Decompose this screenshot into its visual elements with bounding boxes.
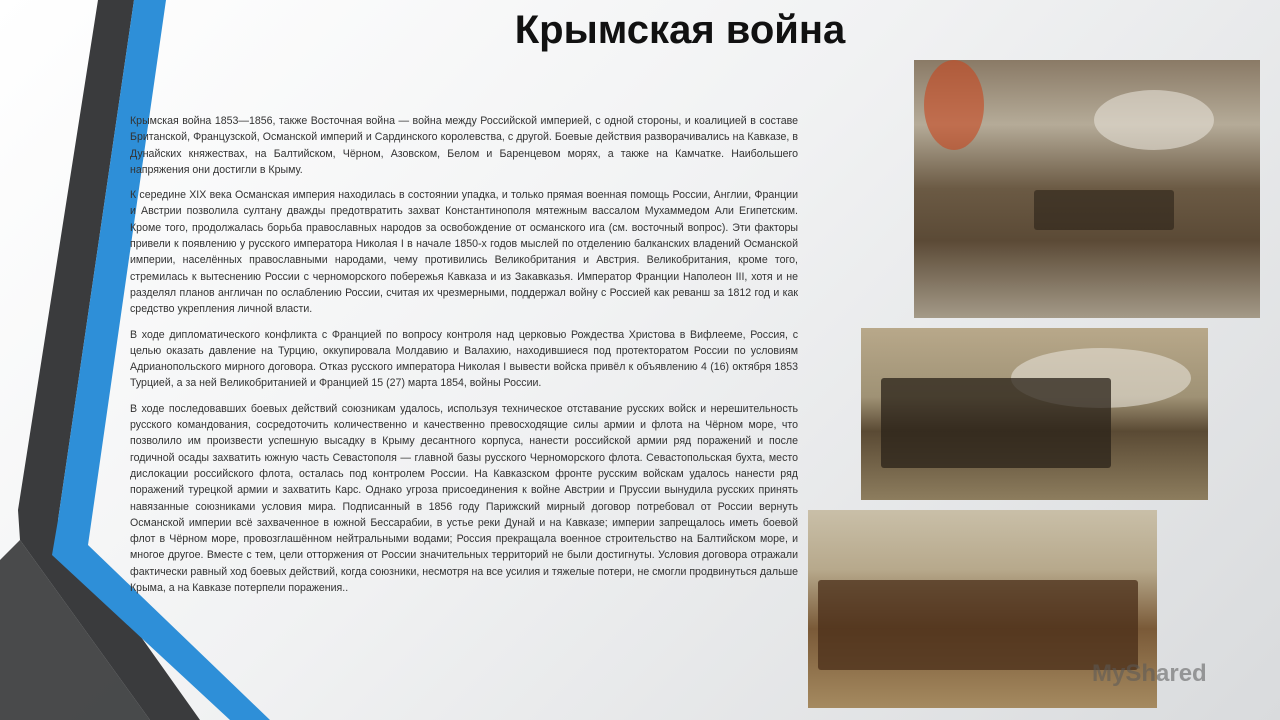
paragraph: К середине XIX века Османская империя находилась в состоянии упадка, и только прямая военная помощь России, Англии, Франции и Австрии позволила султану дважды предотвратить захват Константинополя мятежным вассалом Мухаммедом Али Египетским. Кроме того, продолжалась борьба православных народов за освобождение от османского ига (см. восточный вопрос). Эти факторы привели к появлению у русского императора Николая I в начале 1850-х годов мыслей по отделению балканских владений Османской империи, населённых православными народами, чему противились Великобритания и Австрия. Великобритания, кроме того, стремилась к вытеснению России с черноморского побережья Кавказа и из Закавказья. Император Франции Наполеон III, хотя и не разделял планов англичан по ослаблению России, считая их чрезмерными, поддержал войну с Россией как реванш за 1812 год и как средство укрепления личной власти. [130,189,798,316]
paragraph: В ходе дипломатического конфликта с Францией по вопросу контроля над церковью Рождества Христова в Вифлееме, Россия, с целью оказать давление на Турцию, оккупировала Молдавию и Валахию, находившиеся под протекторатом России по условиям Адрианопольского мирного договора. Отказ русского императора Николая I вывести войска привёл к объявлению 4 (16) октября 1853 Турцией, а за ней Великобританией и Францией 15 (27) марта 1854, войны России. [130,328,798,390]
paragraph: Крымская война 1853—1856, также Восточная война — война между Российской империей, с одной стороны, и коалицией в составе Британской, Французской, Османской империй и Сардинского королевства, с другой. Боевые действия разворачивались на Кавказе, в Дунайских княжествах, на Балтийском, Чёрном, Азовском, Белом и Баренцевом морях, а также на Камчатке. Наибольшего напряжения они достигли в Крыму. [130,115,798,176]
siege-painting-image [914,60,1260,318]
slide-title: Крымская война [514,8,846,52]
watermark-logo: MyShared [1092,660,1207,687]
slide-body-text [130,113,798,605]
infantry-line-painting-image [861,328,1208,500]
paragraph: В ходе последовавших боевых действий союзникам удалось, используя техническое отставание русских войск и нерешительность русского командования, сосредоточить количественно и качественно превосходящие силы армии и флота на Чёрном море, что позволило им произвести успешную высадку в Крыму десантного корпуса, нанести российской армии ряд поражений и после годичной осады захватить южную часть Севастополя — главной базы русского Черноморского флота. Севастопольская бухта, место дислокации российского флота, осталась под контролем России. На Кавказском фронте русским войскам удалось нанести ряд поражений турецкой армии и захватить Карс. Однако угроза присоединения к войне Австрии и Пруссии вынудила русских принять навязанные союзниками условия мира. Подписанный в 1856 году Парижский мирный договор потребовал от России вернуть Османской империи всё захваченное в южной Бессарабии, в устье реки Дунай и на Кавказе; империи запрещалось иметь боевой флот в Чёрном море, провозглашённом нейтральными водами; Россия прекращала военное строительство на Балтийском море, и многое другое. Вместе с тем, цели отторжения от России значительных территорий не были достигнуты. Условия договора отражали фактически равный ход боевых действий, когда союзники, несмотря на все усилия и тяжелые потери, не смогли продвинуться дальше Крыма, а на Кавказе потерпели поражения.. [130,402,798,595]
